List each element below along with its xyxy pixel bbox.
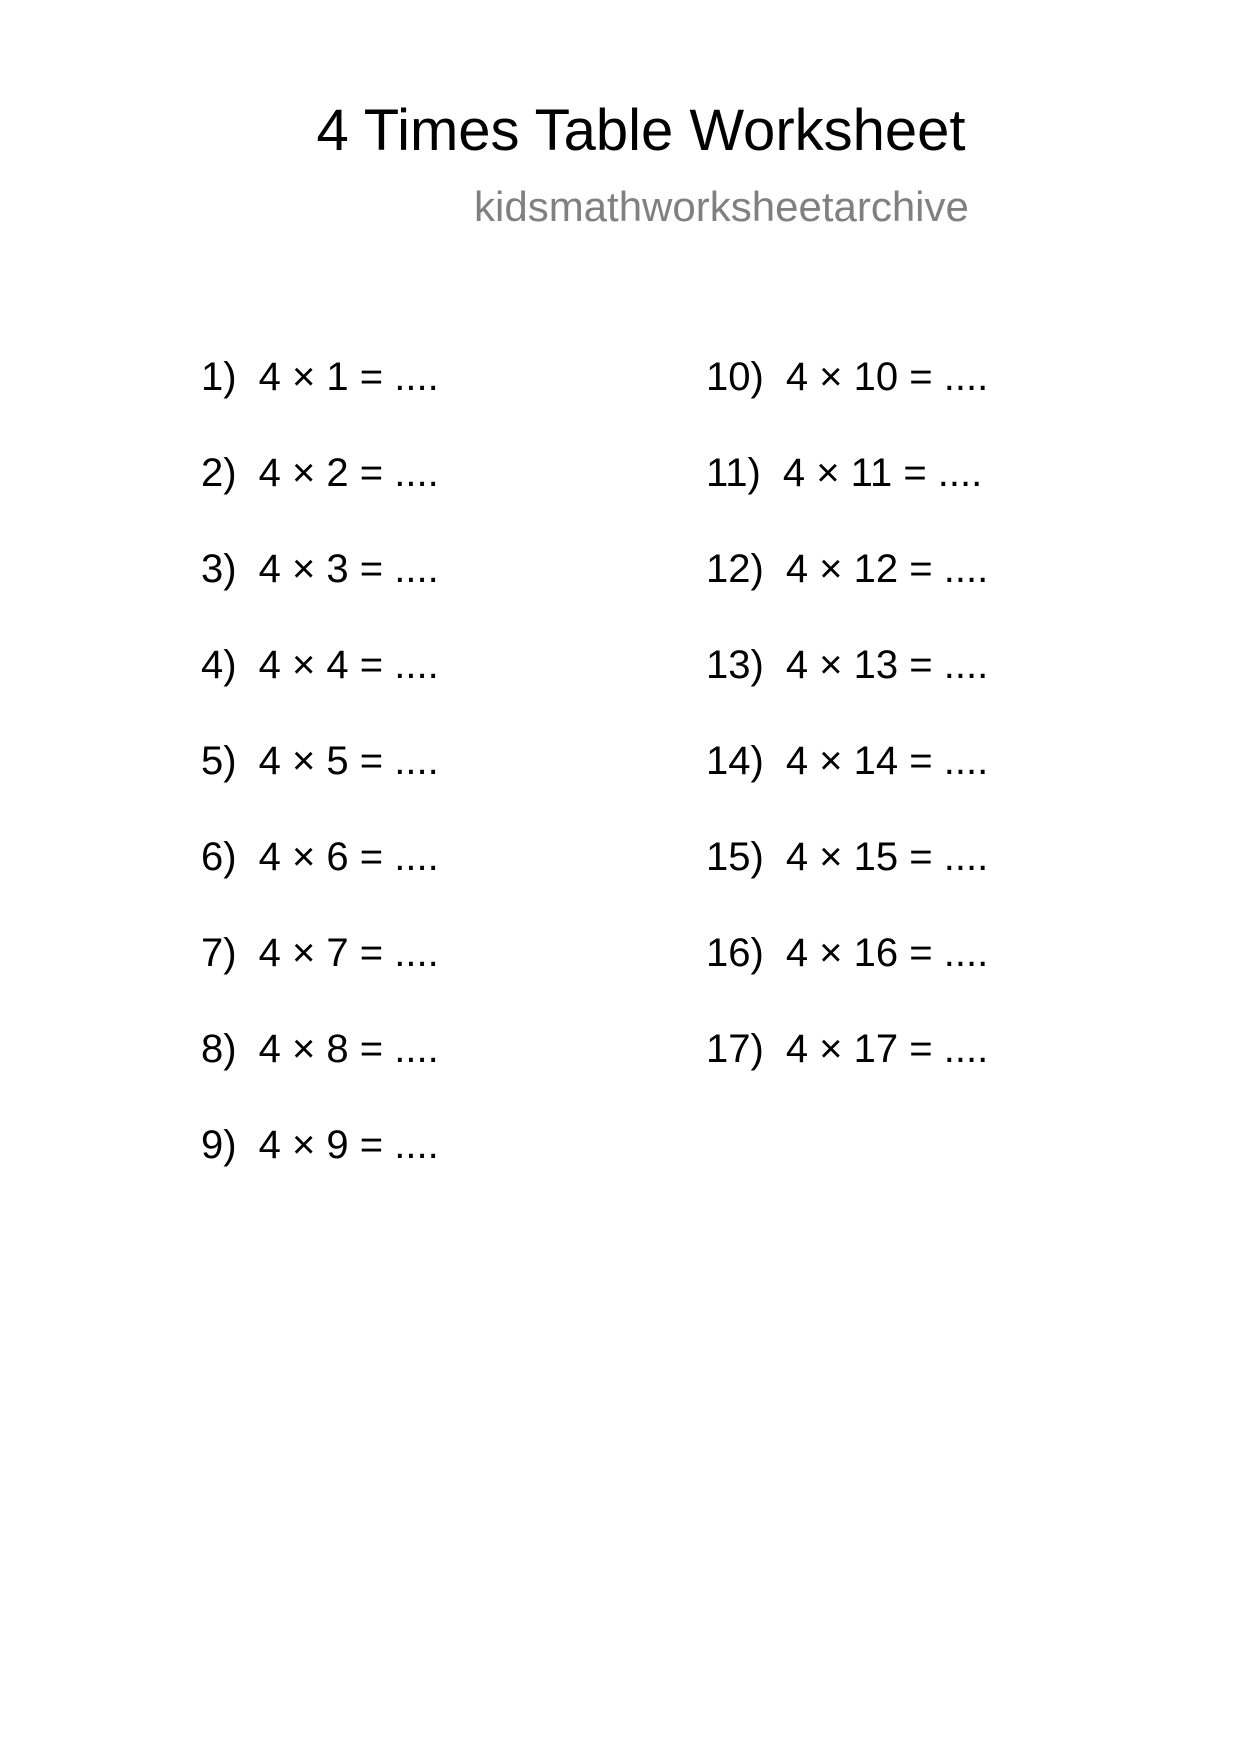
problem-number: 2) — [201, 451, 237, 495]
problem-expression: 4 × 6 = .... — [258, 835, 439, 879]
problem-expression: 4 × 2 = .... — [258, 451, 439, 495]
problem-number: 6) — [201, 835, 237, 879]
problem-item — [706, 544, 988, 640]
problem-item — [201, 1024, 439, 1120]
problem-number: 1) — [201, 355, 237, 399]
problem-item — [706, 736, 988, 832]
problem-expression: 4 × 3 = .... — [258, 547, 439, 591]
problem-item — [706, 832, 988, 928]
problem-number: 11) — [706, 451, 761, 495]
problem-number: 12) — [706, 547, 764, 591]
problem-item — [201, 544, 439, 640]
problems-column-left — [201, 352, 439, 1216]
problem-number: 4) — [201, 643, 237, 687]
problem-number: 8) — [201, 1027, 237, 1071]
problem-number: 14) — [706, 739, 764, 783]
problem-item — [201, 448, 439, 544]
problem-expression: 4 × 13 = .... — [785, 643, 989, 687]
problem-item — [706, 928, 988, 1024]
problem-number: 13) — [706, 643, 764, 687]
problem-expression: 4 × 14 = .... — [785, 739, 989, 783]
problem-item — [201, 928, 439, 1024]
problem-expression: 4 × 7 = .... — [258, 931, 439, 975]
problem-item — [706, 352, 988, 448]
problem-item — [706, 1024, 988, 1120]
problem-item — [201, 736, 439, 832]
problem-expression: 4 × 1 = .... — [258, 355, 439, 399]
problem-number: 16) — [706, 931, 764, 975]
problem-expression: 4 × 17 = .... — [785, 1027, 989, 1071]
worksheet-title: 4 Times Table Worksheet — [316, 98, 966, 163]
problem-number: 9) — [201, 1123, 237, 1167]
problem-item — [201, 640, 439, 736]
problem-expression: 4 × 9 = .... — [258, 1123, 439, 1167]
problem-expression: 4 × 15 = .... — [785, 835, 989, 879]
problem-number: 7) — [201, 931, 237, 975]
problem-number: 10) — [706, 355, 764, 399]
problem-item — [201, 832, 439, 928]
problem-expression: 4 × 4 = .... — [258, 643, 439, 687]
problem-number: 15) — [706, 835, 764, 879]
problem-expression: 4 × 16 = .... — [785, 931, 989, 975]
problem-expression: 4 × 11 = .... — [782, 451, 983, 495]
problem-item — [201, 352, 439, 448]
problem-expression: 4 × 8 = .... — [258, 1027, 439, 1071]
problem-number: 5) — [201, 739, 237, 783]
problem-item — [706, 448, 988, 544]
problem-item — [201, 1120, 439, 1216]
worksheet-source: kidsmathworksheetarchive — [474, 183, 969, 230]
problem-expression: 4 × 10 = .... — [785, 355, 989, 399]
problem-expression: 4 × 5 = .... — [258, 739, 439, 783]
problems-column-right — [706, 352, 988, 1120]
problem-expression: 4 × 12 = .... — [785, 547, 989, 591]
problem-number: 3) — [201, 547, 237, 591]
problem-item — [706, 640, 988, 736]
problem-number: 17) — [706, 1027, 764, 1071]
